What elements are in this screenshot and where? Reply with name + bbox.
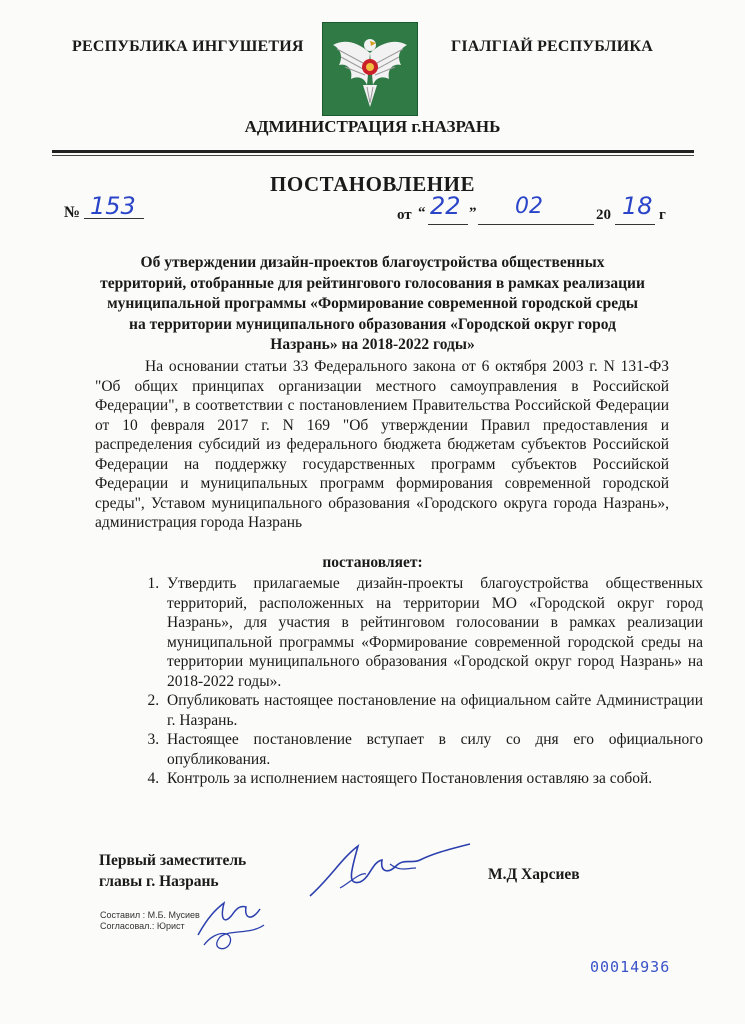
republic-name-ingush: ГIАЛГIАЙ РЕСПУБЛИКА [451,38,653,55]
month-underline [478,224,594,225]
decree-item: 4. Контроль за исполнением настоящего Постановления оставляю за собой. [163,769,703,789]
preamble-paragraph: На основании статьи 33 Федерального закона от 6 октября 2003 г. N 131-ФЗ "Об общих принципах организации местного самоуправления в Российской Федерации", в соответствии с постановлением Правительства Российской Федерации от 10 февраля 2017 г. N 169 "Об утверждении Правил предоставления и распределения субсидий из федерального бюджета бюджетам субъектов Российской Федерации на поддержку государственных программ субъектов Российской Федерации и муниципальных программ формирования современной городской среды", Уставом муниципального образования «Городского округа города Назрань», администрация города Назрань [95,358,669,531]
date-from-label: от [397,207,412,223]
document-subject: Об утверждении дизайн-проектов благоустройства общественных территорий, отобранные для рейтингового голосования в рамках реализации муниципальной программы «Формирование современной городской среды на территории муниципального образования «Городской округ город Назрань» на 2018-2022 годы» [100,254,645,353]
initials-signature-icon [190,895,280,955]
number-label: № [64,204,81,221]
header-rule-thick [52,150,694,153]
coat-of-arms-icon [322,22,418,116]
year-underline [615,224,655,225]
signatory-position-line2: главы г. Назрань [99,873,219,890]
registration-stamp-number: 00014936 [590,958,671,976]
header-rule-thin [52,155,694,156]
signatory-position [99,850,246,892]
document-title: ПОСТАНОВЛЕНИЕ [270,172,475,196]
decree-items-list [127,574,703,789]
decree-item: 2. Опубликовать настоящее постановление на официальном сайте Администрации г. Назрань. [163,691,703,730]
date-day: 22 [430,192,461,220]
year-unit: г [659,207,666,223]
republic-name-russian: РЕСПУБЛИКА ИНГУШЕТИЯ [72,38,304,55]
date-quote-open: “ [418,205,426,221]
day-underline [428,224,468,225]
document-number: 153 [90,192,136,220]
compiled-by: Составил : М.Б. Мусиев [100,910,200,920]
decree-heading: постановляет: [322,554,423,571]
year-prefix: 20 [596,207,611,223]
year-suffix: 18 [622,192,653,220]
decree-item: 3. Настоящее постановление вступает в силу со дня его официального опубликования. [163,730,703,769]
handwritten-signature-icon [300,838,480,908]
decree-item: 1. Утвердить прилагаемые дизайн-проекты благоустройства общественных территорий, расположенных на территории МО «Городской округ город Назрань», для участия в рейтинговом голосовании в рамках реализации муниципальной программы «Формирование современной городской среды на территории муниципального образования «Городской округ город Назрань» на 2018-2022 годы». [163,574,703,691]
date-quote-close: ” [469,205,477,221]
administration-title: АДМИНИСТРАЦИЯ г.НАЗРАНЬ [244,117,501,136]
agreed-by: Согласовал.: Юрист [100,921,185,931]
signatory-name: М.Д Харсиев [488,866,580,883]
date-month: 02 [515,194,543,219]
signatory-position-line1: Первый заместитель [99,852,247,869]
